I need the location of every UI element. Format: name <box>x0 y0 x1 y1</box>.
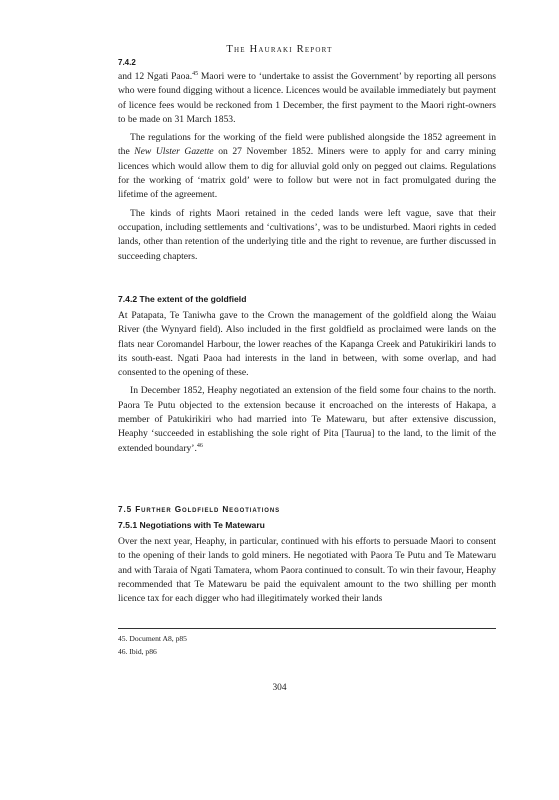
paragraph: The kinds of rights Maori retained in the ceded lands were left vague, save that their occupation, including settlements and ‘cultivations’, was to be undisturbed. Maori rights in ceded lands, other than retention of the underlying title and the right to revenue, are further discussed in succeeding chapters. <box>118 207 496 262</box>
paragraph-text: The regulations for the working of the field were published alongside the 1852 agreement in the <box>118 132 496 158</box>
body-block-3 <box>118 535 496 606</box>
paragraph <box>118 131 496 202</box>
footnotes <box>118 633 187 658</box>
footnote-ref-45[interactable]: 45 <box>192 70 199 77</box>
footnote-45: 45. Document A8, p85 <box>118 634 187 643</box>
running-section-ref: 7.4.2 <box>118 58 136 67</box>
paragraph <box>118 384 496 455</box>
body-block-1 <box>118 70 496 264</box>
footnote-divider <box>118 628 496 629</box>
subsection-heading-7-5-1: 7.5.1 Negotiations with Te Matewaru <box>118 520 265 530</box>
subsection-heading-7-4-2: 7.4.2 The extent of the goldfield <box>118 294 247 304</box>
page-number: 304 <box>272 683 287 693</box>
italic-title: New Ulster Gazette <box>134 146 214 158</box>
paragraph-text: Maori were to ‘undertake to assist the Government’ by reporting all persons who were found digging without a licence. Licences would be available immediately but payment of licence fees would be reckoned from 1 December, the first payment to the Maori right-owners to be made on 31 March 1853. <box>118 71 496 125</box>
paragraph <box>118 70 496 127</box>
paragraph-text: and 12 Ngati Paoa. <box>118 71 193 82</box>
paragraph: At Patapata, Te Taniwha gave to the Crown the management of the goldfield along the Waiau River (the Wynyard field). Also included in the first goldfield as proclaimed were lands on the flats near Coromandel Harbour, the lower reaches of the Kapanga Creek and Patukirikiri lands to its south-east. Ngati Paoa had interests in the land in between, with some overlap, and had consented to the opening of these. <box>118 310 496 379</box>
section-heading-7-5: 7.5 Further Goldfield Negotiations <box>118 505 280 514</box>
body-block-2 <box>118 309 496 456</box>
paragraph: Over the next year, Heaphy, in particular, continued with his efforts to persuade Maori to consent to the opening of their lands to gold miners. He negotiated with Paora Te Putu and Te Matewaru and with Taraia of Ngati Tamatera, whom Paora continued to consult. To win their favour, Heaphy recommended that Te Matewaru be paid the equivalent amount to the two shilling per month licence tax for each digger who had illegitimately worked their lands <box>118 536 496 605</box>
running-header-title: The Hauraki Report <box>226 44 333 55</box>
footnote-46: 46. Ibid, p86 <box>118 646 157 656</box>
paragraph-text: In December 1852, Heaphy negotiated an extension of the field some four chains to the north. Paora Te Putu objected to the extension because it encroached on the interests of Hakapa, a member of Patukirikiri who had married into Te Matewaru, but after extensive discussion, Heaphy ‘succeeded in establishing the sole right of Pita [Taurua] to the land, to the limit of the extended boundary’. <box>118 385 496 454</box>
paragraph-text: on 27 November 1852. Miners were to apply for and carry mining licences which would allow them to dig for alluvial gold only on pegged out claims. Regulations for the working of ‘matrix gold’ were to follow but were not in fact promulgated during the lifetime of the agreement. <box>118 146 496 201</box>
footnote-ref-46[interactable]: 46 <box>196 442 203 449</box>
